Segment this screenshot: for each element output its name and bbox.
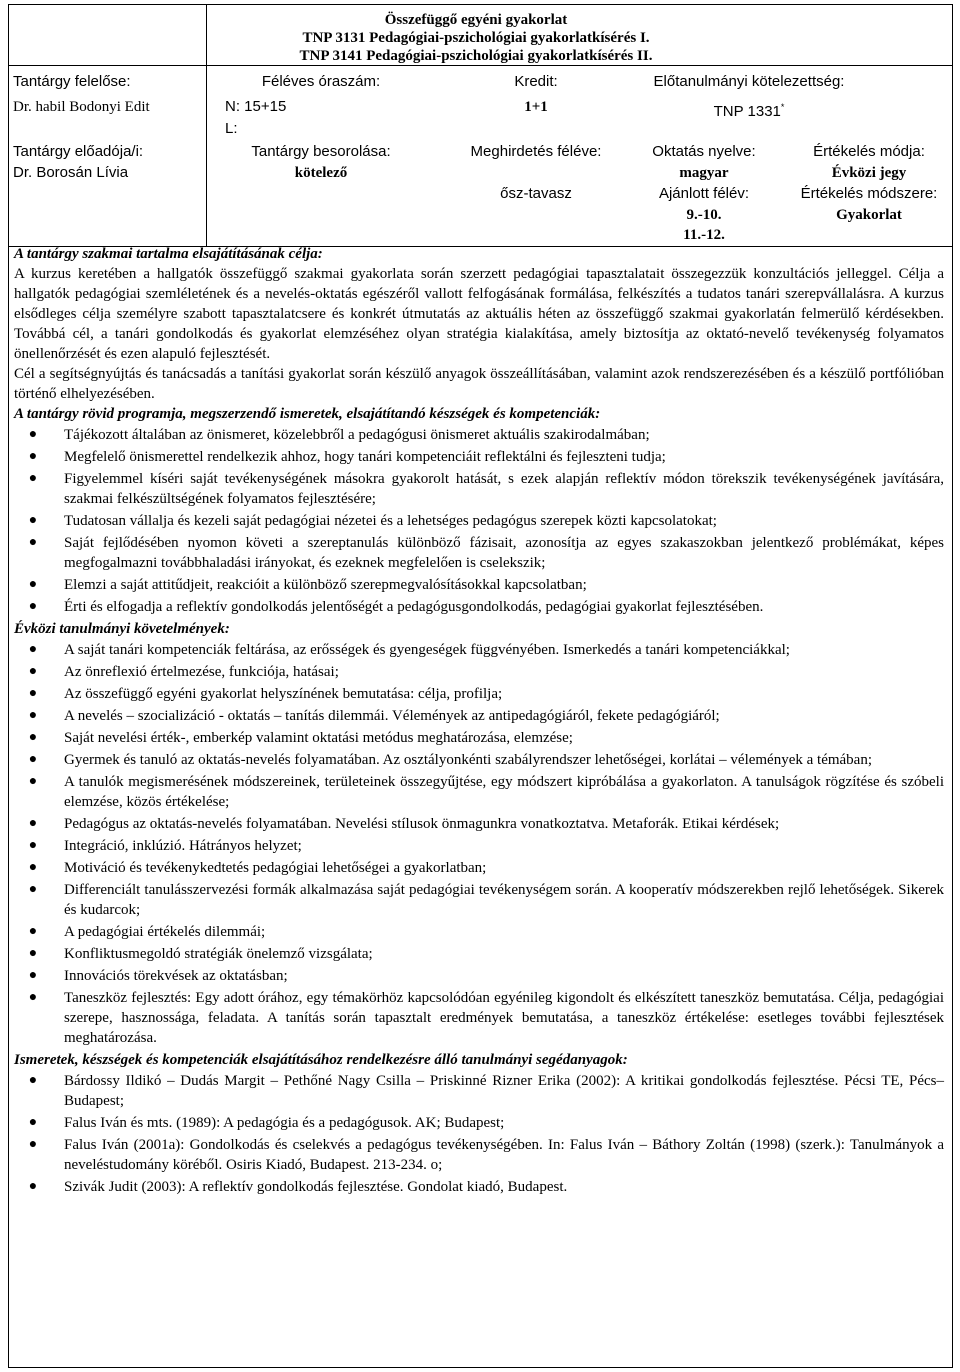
list-item-text: Pedagógus az oktatás-nevelés folyamatában. Nevelési stílusok önmagunkra vonatkoztatva. Metaforák. Etikai kérdések; <box>64 816 780 832</box>
kredit-label: Kredit: <box>514 73 558 90</box>
bullet-icon: ● <box>28 838 38 853</box>
list-item <box>28 750 944 770</box>
ajanlott-value-1: 9.-10. <box>686 207 722 223</box>
ajanlott-label: Ajánlott félév: <box>658 185 750 202</box>
bullet-icon: ● <box>28 730 38 745</box>
bullet-icon: ● <box>28 577 38 592</box>
ertekeles-modszere-value: Gyakorlat <box>836 207 902 223</box>
list-item <box>28 988 944 1048</box>
list-item <box>28 662 944 682</box>
besorolas-label: Tantárgy besorolása: <box>251 143 391 160</box>
list-item <box>28 597 944 617</box>
bullet-icon: ● <box>28 642 38 657</box>
bullet-icon: ● <box>28 708 38 723</box>
list-item-text: Bárdossy Ildikó – Dudás Margit – Pethőné Nagy Csilla – Priskinné Rizner Erika (2002): A kritikai gondolkodás fejlesztése. Pécsi TE, Pécs–Budapest; <box>64 1073 944 1109</box>
ertekeles-modja-label: Értékelés módja: <box>813 143 925 160</box>
list-item <box>28 966 944 986</box>
list-item <box>28 880 944 920</box>
list-item <box>28 836 944 856</box>
list-item-text: A saját tanári kompetenciák feltárása, az erősségek és gyengeségek függvényében. Ismerkedés a tanári kompetenciákkal; <box>64 642 790 658</box>
section-program-heading: A tantárgy rövid programja, megszerzendő ismeretek, elsajátítandó készségek és kompetenciák: <box>14 406 601 422</box>
section-kovetelmenyek-heading: Évközi tanulmányi követelmények: <box>14 621 230 637</box>
list-item <box>28 469 944 509</box>
section-cel-para-1: A kurzus keretében a hallgatók összefüggő szakmai gyakorlata során szerzett pedagógiai tapasztalatait összegezzük konzultációs jelleggel. Célja a hallgatók pedagógiai szemléletének és a nevelés-oktatás egészéről vallott felfogásának formálása, felkészítés a tudatos tanári szerepvállalásra. A kurzus elsődleges célja személyre szabott tapasztalatcsere és konkrét útmutatás az aktuális héten az összefüggő szakmai gyakorlatán felmerülő kérdésekben. Továbbá cél, a tanári gondolkodás és gyakorlat elemzéséhez olyan stratégia kialakítása, amely biztosítja az oktató-nevelő tevékenység folyamatos önellenőrzését és ezen alapuló fejlesztését. <box>14 266 944 362</box>
list-item <box>28 1113 944 1133</box>
bullet-icon: ● <box>28 1073 38 1088</box>
course-code-1: TNP 3131 Pedagógiai-pszichológiai gyakorlatkísérés I. <box>302 30 650 46</box>
list-item-text: Falus Iván és mts. (1989): A pedagógia és a pedagógusok. AK; Budapest; <box>64 1115 505 1131</box>
list-item <box>28 425 944 445</box>
oraszam-n: N: 15+15 <box>225 98 287 115</box>
list-item-text: Az önreflexió értelmezése, funkciója, hatásai; <box>64 664 339 680</box>
list-item-text: Figyelemmel kíséri saját tevékenységének másokra gyakorolt hatását, s ezek alapján reflektív módon törekszik tevékenységének javítására, szakmai felkészültségének folyamatos fejlesztésére; <box>64 471 944 507</box>
bullet-icon: ● <box>28 599 38 614</box>
kovetelmenyek-list <box>14 640 944 1048</box>
bullet-icon: ● <box>28 513 38 528</box>
list-item <box>28 922 944 942</box>
program-list <box>14 425 944 617</box>
list-item-text: Gyermek és tanuló az oktatás-nevelés folyamatában. Az osztályonkénti szabályrendszer lehetőségei, korlátai – vélemények a témában; <box>64 752 873 768</box>
list-item-text: Elemzi a saját attitűdjeit, reakcióit a különböző szerepmegvalósításokkal kapcsolatban; <box>64 577 587 593</box>
bullet-icon: ● <box>28 882 38 897</box>
bullet-icon: ● <box>28 816 38 831</box>
course-title: Összefüggő egyéni gyakorlat <box>384 12 568 28</box>
felelos-label: Tantárgy felelőse: <box>13 73 131 90</box>
bullet-icon: ● <box>28 1137 38 1152</box>
elotan-label: Előtanulmányi kötelezettség: <box>653 73 845 90</box>
meghirdetes-label: Meghirdetés féléve: <box>470 143 602 160</box>
ertekeles-modja-value: Évközi jegy <box>831 165 907 181</box>
list-item <box>28 533 944 573</box>
list-item-text: Taneszköz fejlesztés: Egy adott órához, egy témakörhöz kapcsolódóan egyénileg kigondolt és elkészített taneszköz bemutatása. Célja, pedagógiai szerepe, hasznossága, feladata. A tanítás során tapasztalt eredmények bemutatása, a taneszköz értékelése: esetleges további fejlesztések meghatározása. <box>64 990 944 1046</box>
list-item <box>28 1135 944 1175</box>
list-item-text: Integráció, inklúzió. Hátrányos helyzet; <box>64 838 302 854</box>
list-item <box>28 706 944 726</box>
list-item-text: Szivák Judit (2003): A reflektív gondolkodás fejlesztése. Gondolat kiadó, Budapest. <box>64 1179 568 1195</box>
bullet-icon: ● <box>28 860 38 875</box>
list-item <box>28 814 944 834</box>
list-item <box>28 684 944 704</box>
list-item <box>28 640 944 660</box>
section-cel-heading: A tantárgy szakmai tartalma elsajátításának célja: <box>14 246 323 262</box>
bullet-icon: ● <box>28 535 38 550</box>
list-item-text: Falus Iván (2001a): Gondolkodás és cselekvés a pedagógus tevékenységében. In: Falus Iván – Báthory Zoltán (1998) (szerk.): Tanulmányok a neveléstudomány köréből. Osiris Kiadó, Budapest. 213-234. o; <box>64 1137 944 1173</box>
bullet-icon: ● <box>28 924 38 939</box>
felelos-value: Dr. habil Bodonyi Edit <box>13 99 150 115</box>
bullet-icon: ● <box>28 686 38 701</box>
list-item-text: Érti és elfogadja a reflektív gondolkodás jelentőségét a pedagógusgondolkodás, pedagógiai gyakorlat fejlesztésében. <box>64 599 764 615</box>
list-item <box>28 858 944 878</box>
list-item-text: A tanulók megismerésének módszereinek, területeinek összegyűjtése, egy módszert kipróbálása a gyakorlaton. A tanulságok rögzítése és szóbeli elemzése, közös értékelése; <box>64 774 944 810</box>
elotan-sup: * <box>780 102 785 112</box>
list-item <box>28 1071 944 1111</box>
bullet-icon: ● <box>28 968 38 983</box>
section-cel-para-2: Cél a segítségnyújtás és tanácsadás a tanítási gyakorlat során készülő anyagok összeállításában, valamint azok rendszerezésében és a készülő portfólióban történő elhelyezésében. <box>14 366 944 402</box>
bullet-icon: ● <box>28 449 38 464</box>
header-divider-top <box>9 65 952 66</box>
bullet-icon: ● <box>28 946 38 961</box>
list-item-text: A nevelés – szocializáció - oktatás – tanítás dilemmái. Vélemények az antipedagógiáról, fekete pedagógiáról; <box>64 708 720 724</box>
eloado-label: Tantárgy előadója/i: <box>13 143 144 160</box>
list-item <box>28 944 944 964</box>
bullet-icon: ● <box>28 990 38 1005</box>
list-item <box>28 447 944 467</box>
syllabus-content <box>14 244 944 1199</box>
bullet-icon: ● <box>28 774 38 789</box>
list-item-text: Tudatosan vállalja és kezeli saját pedagógiai nézetei és a lehetséges pedagógus szerepek közti kapcsolatokat; <box>64 513 717 529</box>
course-code-2: TNP 3141 Pedagógiai-pszichológiai gyakorlatkísérés II. <box>299 48 653 64</box>
bullet-icon: ● <box>28 1115 38 1130</box>
eloado-value: Dr. Borosán Lívia <box>13 164 129 181</box>
list-item-text: Differenciált tanulásszervezési formák alkalmazása saját pedagógiai tevékenységem során. A kooperatív módszerekben rejlő lehetőségek. Sikerek és kudarcok; <box>64 882 944 918</box>
besorolas-value: kötelező <box>294 165 348 181</box>
list-item-text: Motiváció és tevékenykedtetés pedagógiai lehetőségei a gyakorlatban; <box>64 860 487 876</box>
nyelv-value: magyar <box>679 165 729 181</box>
ajanlott-value-2: 11.-12. <box>683 227 725 243</box>
list-item <box>28 511 944 531</box>
list-item <box>28 1177 944 1197</box>
meghirdetes-value: ősz-tavasz <box>500 185 572 202</box>
bullet-icon: ● <box>28 664 38 679</box>
bullet-icon: ● <box>28 471 38 486</box>
nyelv-label: Oktatás nyelve: <box>652 143 756 160</box>
bullet-icon: ● <box>28 752 38 767</box>
list-item-text: A pedagógiai értékelés dilemmái; <box>64 924 266 940</box>
segedanyagok-list <box>14 1071 944 1197</box>
section-segedanyagok-heading: Ismeretek, készségek és kompetenciák elsajátításához rendelkezésre álló tanulmányi segédanyagok: <box>14 1052 628 1068</box>
bullet-icon: ● <box>28 1179 38 1194</box>
list-item-text: Tájékozott általában az önismeret, közelebbről a pedagógusi önismeret aktuális szakirodalmában; <box>64 427 650 443</box>
list-item <box>28 728 944 748</box>
list-item-text: Saját fejlődésében nyomon követi a szereptanulás különböző fázisait, azonosítja az egyes szakaszokban jelentkező problémákat, képes megfogalmazni továbbhaladási irányokat, és ezeknek megfelelően is cselekszik; <box>64 535 944 571</box>
oraszam-label: Féléves óraszám: <box>261 73 381 90</box>
list-item-text: Az összefüggő egyéni gyakorlat helyszínének bemutatása: célja, profilja; <box>64 686 503 702</box>
list-item <box>28 772 944 812</box>
list-item <box>28 575 944 595</box>
elotan-value-wrap <box>619 98 879 121</box>
ertekeles-modszere-label: Értékelés módszere: <box>800 185 938 202</box>
list-item-text: Megfelelő önismerettel rendelkezik ahhoz, hogy tanári kompetenciáit reflektálni és fejleszteni tudja; <box>64 449 666 465</box>
oraszam-l: L: <box>225 120 238 137</box>
kredit-value: 1+1 <box>524 99 548 115</box>
list-item-text: Konfliktusmegoldó stratégiák önelemző vizsgálata; <box>64 946 373 962</box>
list-item-text: Innovációs törekvések az oktatásban; <box>64 968 288 984</box>
elotan-value: TNP 1331 <box>713 103 781 120</box>
bullet-icon: ● <box>28 427 38 442</box>
list-item-text: Saját nevelési érték-, emberkép valamint oktatási metódus meghatározása, elemzése; <box>64 730 573 746</box>
